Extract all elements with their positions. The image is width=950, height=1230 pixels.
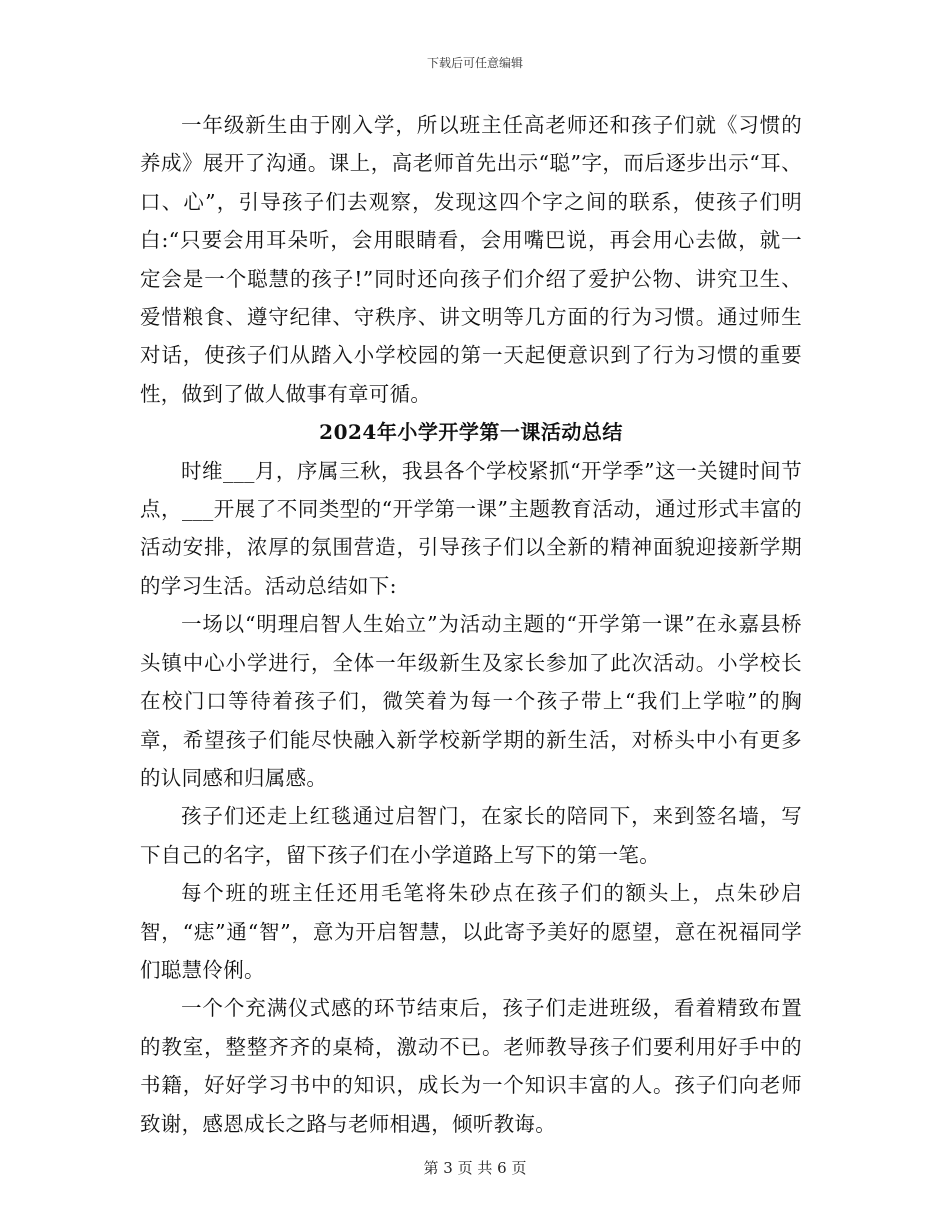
header-note: 下载后可任意编辑 — [426, 56, 523, 70]
intro-paragraph: 一年级新生由于刚入学，所以班主任高老师还和孩子们就《习惯的养成》展开了沟通。课上，高老师首先出示“聪”字，而后逐步出示“耳、口、心”，引导孩子们去观察，发现这四个字之间的联系，使孩子们明白:“只要会用耳朵听，会用眼睛看，会用嘴巴说，再会用心去做，就一定会是一个聪慧的孩子!”同时还向孩子们介绍了爱护公物、讲究卫生、爱惜粮食、遵守纪律、守秩序、讲文明等几方面的行为习惯。通过师生对话，使孩子们从踏入小学校园的第一天起便意识到了行为习惯的重要性，做到了做人做事有章可循。 — [140, 113, 802, 406]
body-paragraph-4: 每个班的班主任还用毛笔将朱砂点在孩子们的额头上，点朱砂启智，“痣”通“智”，意为开启智慧，以此寄予美好的愿望，意在祝福同学们聪慧伶俐。 — [140, 881, 802, 982]
body-paragraph-5: 一个个充满仪式感的环节结束后，孩子们走进班级，看着精致布置的教室，整整齐齐的桌椅，激动不已。老师教导孩子们要利用好手中的书籍，好好学习书中的知识，成长为一个知识丰富的人。孩子们向老师致谢，感恩成长之路与老师相遇，倾听教诲。 — [140, 996, 802, 1136]
body-paragraph-1: 时维___月，序属三秋，我县各个学校紧抓“开学季”这一关键时间节点，___开展了不同类型的“开学第一课”主题教育活动，通过形式丰富的活动安排，浓厚的氛围营造，引导孩子们以全新的精神面貌迎接新学期的学习生活。活动总结如下: — [140, 458, 802, 598]
page-indicator: 第 3 页 共 6 页 — [423, 1159, 527, 1177]
body-paragraph-3: 孩子们还走上红毯通过启智门，在家长的陪同下，来到签名墙，写下自己的名字，留下孩子们在小学道路上写下的第一笔。 — [140, 804, 802, 867]
document-body — [140, 106, 802, 1143]
body-paragraph-2: 一场以“明理启智人生始立”为活动主题的“开学第一课”在永嘉县桥头镇中心小学进行，全体一年级新生及家长参加了此次活动。小学校长在校门口等待着孩子们，微笑着为每一个孩子带上“我们上学啦”的胸章，希望孩子们能尽快融入新学校新学期的新生活，对桥头中小有更多的认同感和归属感。 — [140, 612, 802, 790]
section-title: 2024年小学开学第一课活动总结 — [319, 420, 623, 445]
